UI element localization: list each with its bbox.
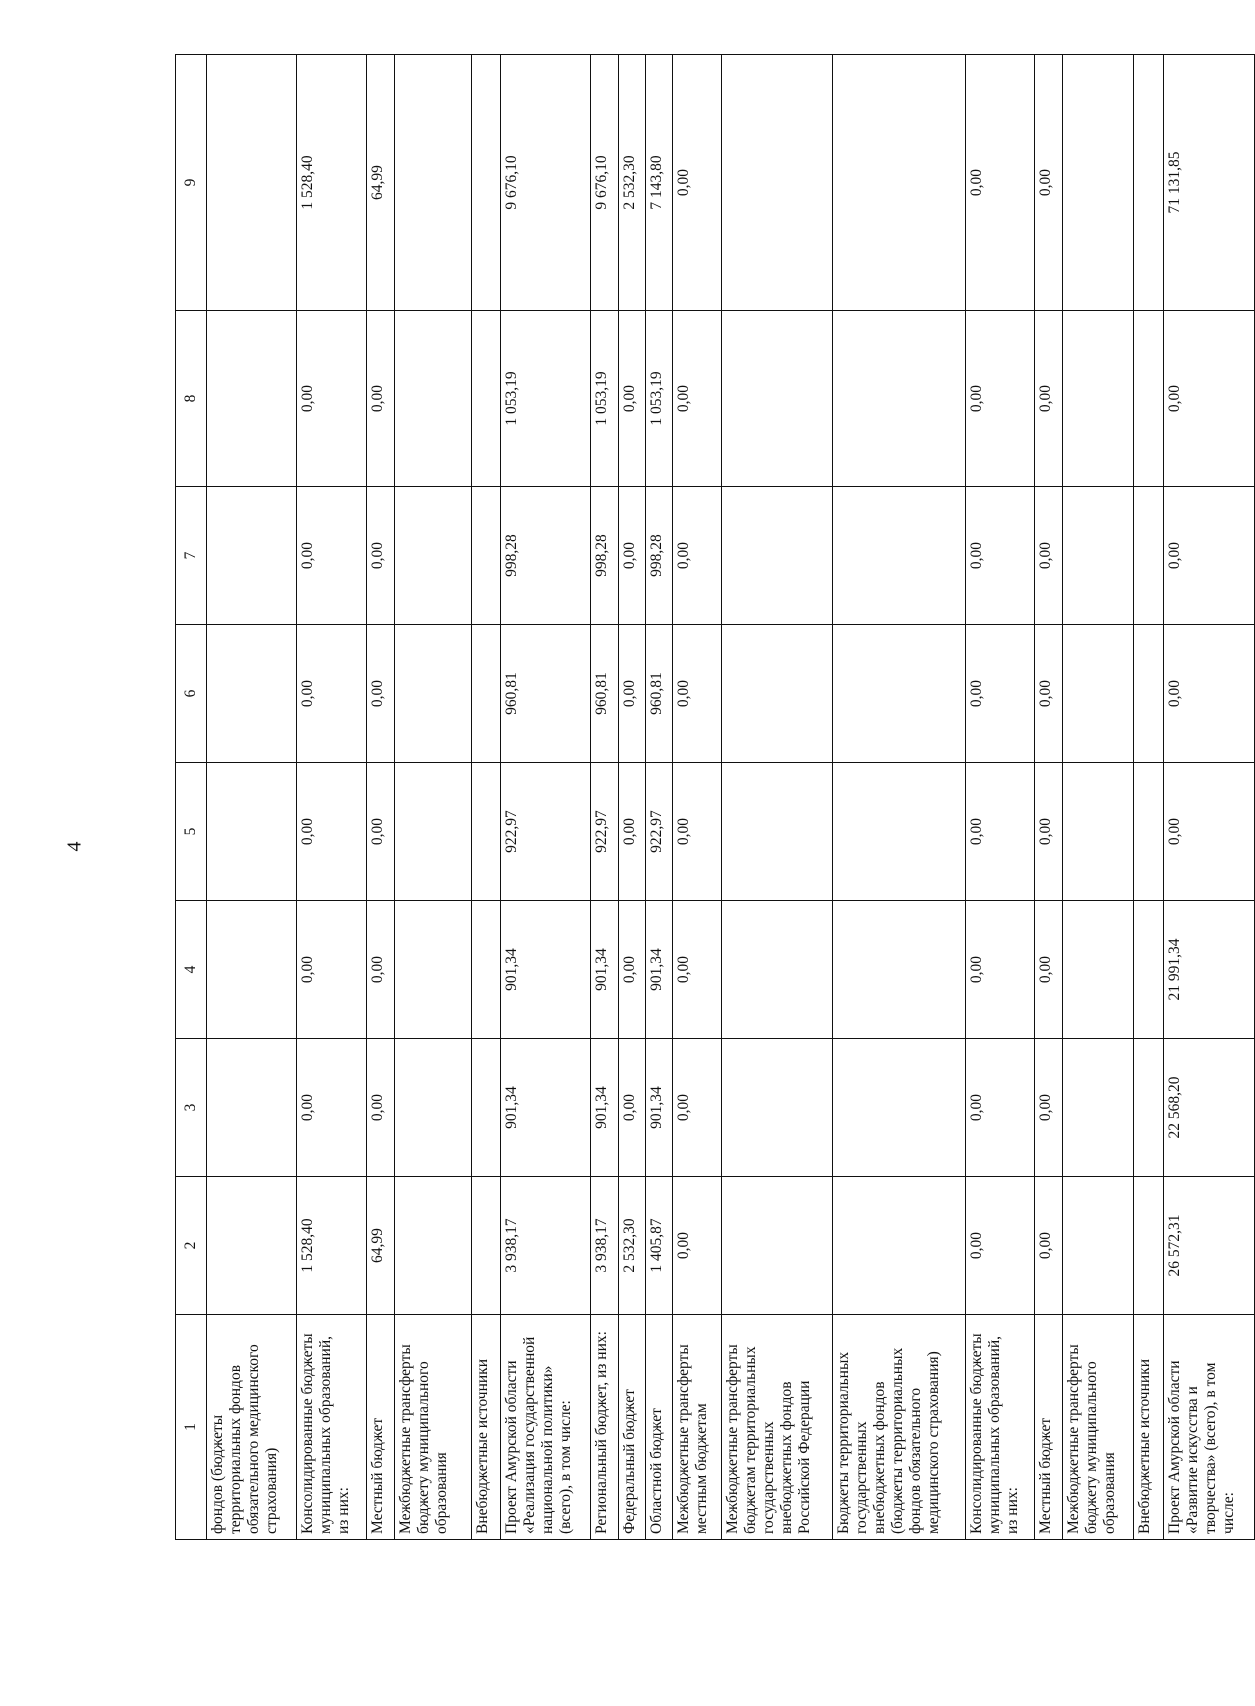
value-cell [1133, 625, 1164, 763]
value-cell: 901,34 [500, 1039, 590, 1177]
table-row [721, 55, 833, 1540]
value-cell [394, 625, 472, 763]
value-cell: 0,00 [1035, 1177, 1063, 1315]
value-cell: 1 053,19 [500, 311, 590, 487]
value-cell [394, 901, 472, 1039]
row-label-cell: Межбюджетные трансферты местным бюджетам [673, 1315, 721, 1540]
value-cell [207, 901, 297, 1039]
value-cell: 901,34 [646, 1039, 673, 1177]
table-row [207, 55, 297, 1540]
table-row [591, 55, 619, 1540]
value-cell [721, 625, 833, 763]
value-cell [1133, 901, 1164, 1039]
table-row [646, 55, 673, 1540]
value-cell [721, 55, 833, 311]
value-cell: 0,00 [619, 763, 646, 901]
value-cell: 0,00 [1035, 55, 1063, 311]
value-cell [833, 1039, 966, 1177]
value-cell [394, 55, 472, 311]
row-label-cell: фондов (бюджеты территориальных фондов обязательного медицинского страхования) [207, 1315, 297, 1540]
value-cell [1133, 763, 1164, 901]
value-cell: 21 991,34 [1164, 901, 1255, 1039]
value-cell: 22 568,20 [1164, 1039, 1255, 1177]
value-cell: 0,00 [297, 901, 366, 1039]
value-cell: 0,00 [1164, 487, 1255, 625]
value-cell: 64,99 [366, 1177, 394, 1315]
table-body [207, 55, 1255, 1540]
header-cell: 3 [176, 1039, 207, 1177]
value-cell [833, 901, 966, 1039]
row-label-cell: Межбюджетные трансферты бюджету муниципального образования [1063, 1315, 1133, 1540]
header-cell: 1 [176, 1315, 207, 1540]
header-cell: 2 [176, 1177, 207, 1315]
value-cell: 0,00 [1164, 763, 1255, 901]
value-cell: 1 405,87 [646, 1177, 673, 1315]
value-cell [472, 763, 500, 901]
value-cell: 0,00 [297, 311, 366, 487]
value-cell: 0,00 [366, 901, 394, 1039]
value-cell: 960,81 [646, 625, 673, 763]
value-cell: 998,28 [646, 487, 673, 625]
value-cell: 9 676,10 [591, 55, 619, 311]
value-cell: 960,81 [591, 625, 619, 763]
value-cell: 0,00 [1035, 487, 1063, 625]
table-row [297, 55, 366, 1540]
table-row [1164, 55, 1255, 1540]
table-row [394, 55, 472, 1540]
value-cell [833, 55, 966, 311]
value-cell: 0,00 [965, 487, 1034, 625]
budget-table [175, 54, 1255, 1540]
table-row [619, 55, 646, 1540]
value-cell: 0,00 [297, 1039, 366, 1177]
value-cell: 0,00 [1035, 901, 1063, 1039]
row-label-cell: Проект Амурской области «Развитие искусства и творчества» (всего), в том числе: [1164, 1315, 1255, 1540]
row-label-cell: Консолидированные бюджеты муниципальных образований, из них: [965, 1315, 1034, 1540]
value-cell: 0,00 [673, 311, 721, 487]
value-cell [833, 625, 966, 763]
value-cell [472, 487, 500, 625]
value-cell: 3 938,17 [591, 1177, 619, 1315]
value-cell: 0,00 [673, 1177, 721, 1315]
value-cell [1133, 55, 1164, 311]
value-cell: 0,00 [619, 487, 646, 625]
value-cell: 71 131,85 [1164, 55, 1255, 311]
value-cell [472, 1039, 500, 1177]
table-row [833, 55, 966, 1540]
value-cell: 998,28 [500, 487, 590, 625]
value-cell: 901,34 [500, 901, 590, 1039]
value-cell [721, 487, 833, 625]
value-cell [721, 1177, 833, 1315]
value-cell: 26 572,31 [1164, 1177, 1255, 1315]
value-cell [394, 487, 472, 625]
value-cell: 922,97 [646, 763, 673, 901]
value-cell: 2 532,30 [619, 55, 646, 311]
value-cell: 9 676,10 [500, 55, 590, 311]
value-cell: 0,00 [619, 1039, 646, 1177]
value-cell [721, 901, 833, 1039]
value-cell: 0,00 [366, 625, 394, 763]
value-cell [207, 55, 297, 311]
value-cell: 0,00 [366, 487, 394, 625]
value-cell [721, 763, 833, 901]
value-cell [1063, 487, 1133, 625]
value-cell: 0,00 [673, 487, 721, 625]
value-cell: 0,00 [366, 1039, 394, 1177]
row-label-cell: Консолидированные бюджеты муниципальных образований, из них: [297, 1315, 366, 1540]
value-cell: 0,00 [619, 625, 646, 763]
value-cell [833, 311, 966, 487]
value-cell [1063, 1039, 1133, 1177]
value-cell: 901,34 [591, 901, 619, 1039]
header-cell: 5 [176, 763, 207, 901]
value-cell [472, 55, 500, 311]
table-row [366, 55, 394, 1540]
header-cell: 6 [176, 625, 207, 763]
row-label-cell: Федеральный бюджет [619, 1315, 646, 1540]
row-label-cell: Проект Амурской области «Реализация государственной национальной политики» (всего), в том числе: [500, 1315, 590, 1540]
value-cell: 0,00 [965, 311, 1034, 487]
value-cell [394, 1039, 472, 1177]
value-cell [394, 763, 472, 901]
value-cell [207, 487, 297, 625]
value-cell: 0,00 [297, 487, 366, 625]
value-cell [207, 311, 297, 487]
value-cell: 64,99 [366, 55, 394, 311]
table-row [1133, 55, 1164, 1540]
value-cell: 0,00 [673, 901, 721, 1039]
value-cell: 0,00 [297, 763, 366, 901]
row-label-cell: Внебюджетные источники [1133, 1315, 1164, 1540]
header-cell: 7 [176, 487, 207, 625]
value-cell: 1 528,40 [297, 1177, 366, 1315]
value-cell: 960,81 [500, 625, 590, 763]
value-cell [1063, 901, 1133, 1039]
value-cell: 0,00 [965, 1039, 1034, 1177]
row-label-cell: Региональный бюджет, из них: [591, 1315, 619, 1540]
page-number: 4 [63, 841, 86, 852]
value-cell: 0,00 [965, 625, 1034, 763]
value-cell [394, 1177, 472, 1315]
value-cell: 0,00 [1035, 625, 1063, 763]
value-cell [1133, 1177, 1164, 1315]
value-cell [472, 901, 500, 1039]
row-label-cell: Местный бюджет [366, 1315, 394, 1540]
value-cell: 0,00 [366, 763, 394, 901]
value-cell [1063, 625, 1133, 763]
value-cell [472, 311, 500, 487]
value-cell: 0,00 [673, 763, 721, 901]
value-cell [207, 1177, 297, 1315]
value-cell [207, 763, 297, 901]
value-cell: 0,00 [1035, 1039, 1063, 1177]
value-cell [721, 311, 833, 487]
value-cell: 998,28 [591, 487, 619, 625]
value-cell [1133, 487, 1164, 625]
value-cell: 3 938,17 [500, 1177, 590, 1315]
value-cell: 0,00 [619, 901, 646, 1039]
value-cell: 1 053,19 [591, 311, 619, 487]
value-cell: 0,00 [965, 1177, 1034, 1315]
value-cell: 0,00 [1164, 311, 1255, 487]
row-label-cell: Бюджеты территориальных государственных внебюджетных фондов (бюджеты территориальных фондов обязательного медицинского страхования) [833, 1315, 966, 1540]
row-label-cell: Внебюджетные источники [472, 1315, 500, 1540]
value-cell [1063, 1177, 1133, 1315]
value-cell: 0,00 [673, 55, 721, 311]
value-cell [833, 1177, 966, 1315]
value-cell: 0,00 [1035, 311, 1063, 487]
table-row [1063, 55, 1133, 1540]
value-cell [833, 763, 966, 901]
rotated-table-container [175, 55, 1255, 1540]
value-cell [472, 625, 500, 763]
value-cell [721, 1039, 833, 1177]
value-cell [394, 311, 472, 487]
value-cell: 922,97 [591, 763, 619, 901]
row-label-cell: Областной бюджет [646, 1315, 673, 1540]
value-cell [1063, 763, 1133, 901]
value-cell [207, 625, 297, 763]
header-cell: 9 [176, 55, 207, 311]
value-cell: 2 532,30 [619, 1177, 646, 1315]
value-cell [1133, 1039, 1164, 1177]
value-cell: 0,00 [673, 625, 721, 763]
value-cell: 0,00 [965, 763, 1034, 901]
value-cell: 0,00 [366, 311, 394, 487]
table-row [965, 55, 1034, 1540]
header-cell: 8 [176, 311, 207, 487]
row-label-cell: Межбюджетные трансферты бюджету муниципального образования [394, 1315, 472, 1540]
value-cell: 0,00 [673, 1039, 721, 1177]
header-cell: 4 [176, 901, 207, 1039]
row-label-cell: Межбюджетные трансферты бюджетам территориальных государственных внебюджетных фондов Российской Федерации [721, 1315, 833, 1540]
value-cell [1063, 55, 1133, 311]
value-cell: 7 143,80 [646, 55, 673, 311]
value-cell: 0,00 [619, 311, 646, 487]
value-cell: 901,34 [646, 901, 673, 1039]
table-row [1035, 55, 1063, 1540]
value-cell: 0,00 [297, 625, 366, 763]
value-cell: 901,34 [591, 1039, 619, 1177]
table-row [500, 55, 590, 1540]
table-row [673, 55, 721, 1540]
value-cell [1063, 311, 1133, 487]
value-cell [833, 487, 966, 625]
value-cell: 0,00 [965, 55, 1034, 311]
value-cell: 0,00 [965, 901, 1034, 1039]
row-label-cell: Местный бюджет [1035, 1315, 1063, 1540]
value-cell: 0,00 [1035, 763, 1063, 901]
value-cell: 1 053,19 [646, 311, 673, 487]
value-cell: 922,97 [500, 763, 590, 901]
value-cell [1133, 311, 1164, 487]
table-row [472, 55, 500, 1540]
header-row [176, 55, 207, 1540]
value-cell [207, 1039, 297, 1177]
value-cell: 0,00 [1164, 625, 1255, 763]
value-cell: 1 528,40 [297, 55, 366, 311]
value-cell [472, 1177, 500, 1315]
